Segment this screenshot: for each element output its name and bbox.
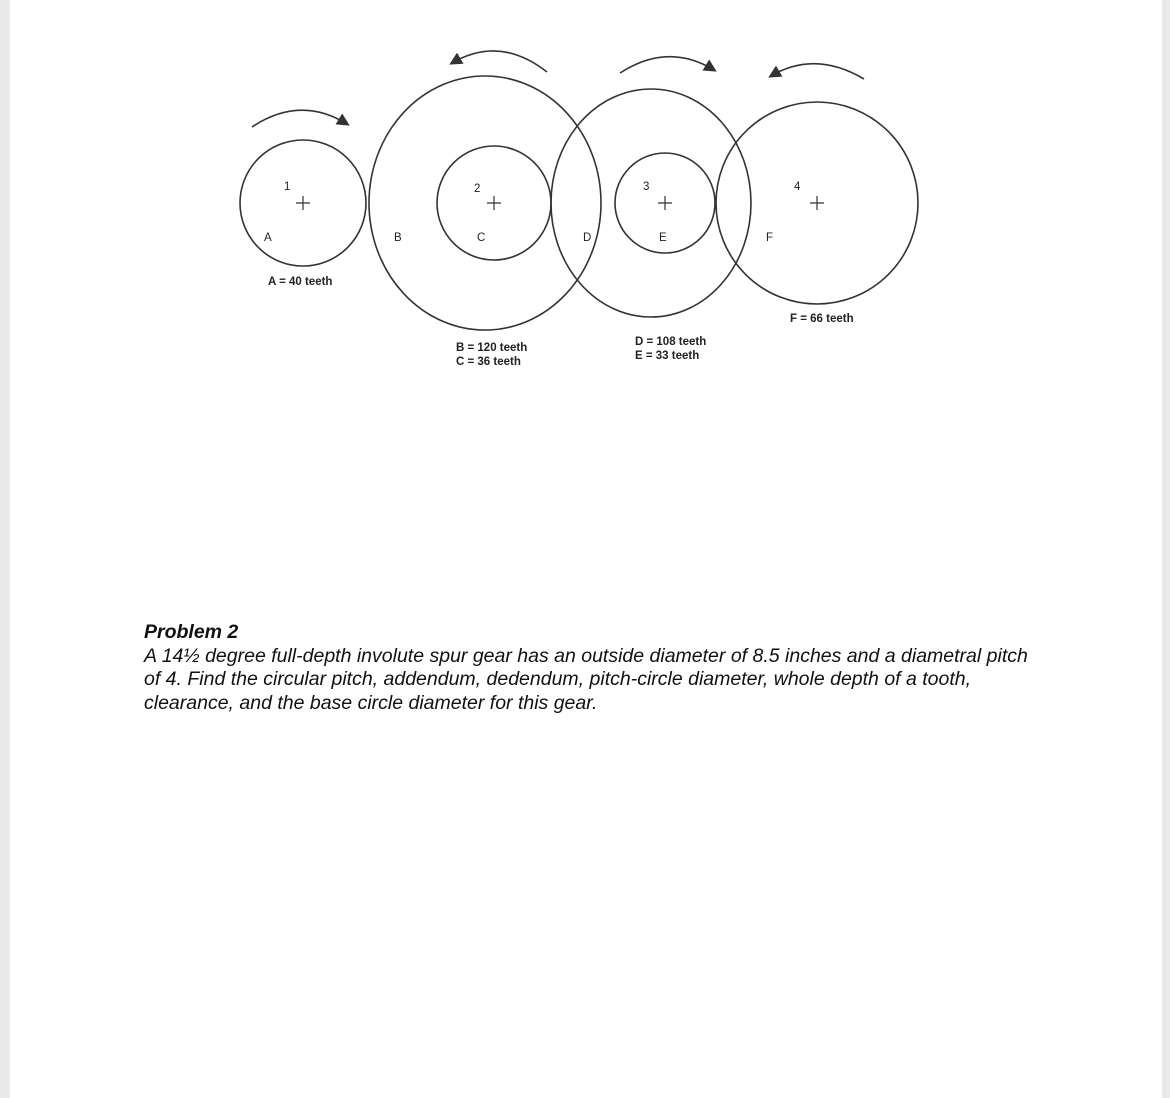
shaft-2-center-icon xyxy=(487,196,501,210)
teeth-label-b: B = 120 teeth xyxy=(456,342,528,354)
gear-d-circle xyxy=(551,89,751,317)
rotation-arrow-d xyxy=(620,57,714,73)
shaft-label-3: 3 xyxy=(643,181,650,193)
teeth-label-c: C = 36 teeth xyxy=(456,356,521,368)
gear-letter-f: F xyxy=(766,232,774,244)
rotation-arrow-a xyxy=(252,110,347,127)
gear-letter-b: B xyxy=(394,232,402,244)
teeth-label-a: A = 40 teeth xyxy=(268,276,333,288)
teeth-label-e: E = 33 teeth xyxy=(635,350,700,362)
shaft-label-2: 2 xyxy=(474,183,481,195)
teeth-label-f: F = 66 teeth xyxy=(790,313,854,325)
gear-letter-c: C xyxy=(477,232,486,244)
problem-text: A 14½ degree full-depth involute spur gear has an outside diameter of 8.5 inches and a diametral pitch of 4. Find the circular pitch, addendum, dedendum, pitch-circle diameter, whole depth of a tooth, clearance, and the base circle diameter for this gear. xyxy=(144,644,1028,714)
gear-letter-e: E xyxy=(659,232,667,244)
rotation-arrow-f xyxy=(771,64,864,79)
problem-block xyxy=(144,621,1044,715)
shaft-label-1: 1 xyxy=(284,181,291,193)
shaft-4-center-icon xyxy=(810,196,824,210)
gear-letter-d: D xyxy=(583,232,592,244)
shaft-center-crosses xyxy=(296,196,824,210)
shaft-label-4: 4 xyxy=(794,181,801,193)
gear-letter-a: A xyxy=(264,232,272,244)
shaft-3-center-icon xyxy=(658,196,672,210)
gear-b-circle xyxy=(369,76,601,330)
shaft-1-center-icon xyxy=(296,196,310,210)
problem-title: Problem 2 xyxy=(144,621,239,643)
teeth-label-d: D = 108 teeth xyxy=(635,336,707,348)
rotation-arrow-b xyxy=(452,51,547,72)
